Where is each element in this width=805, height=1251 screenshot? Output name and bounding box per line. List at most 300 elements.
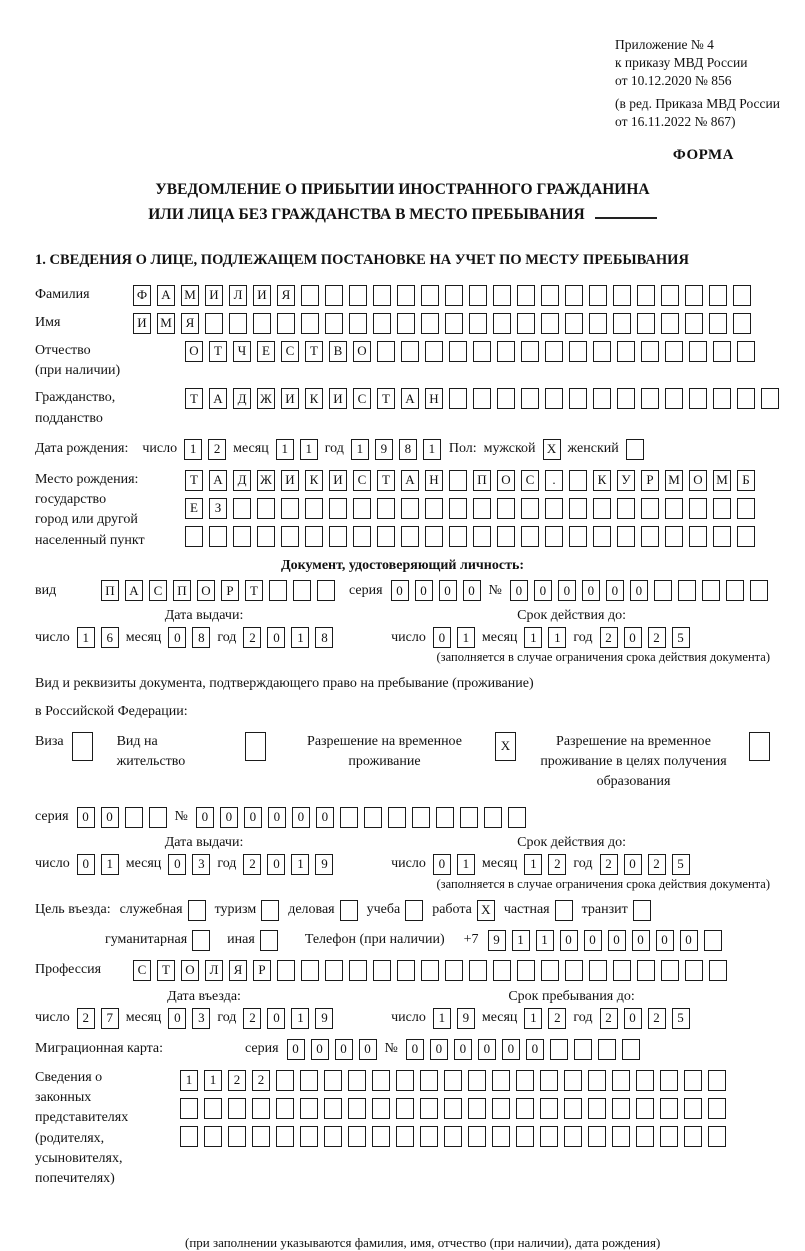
char-cell: 0 bbox=[624, 854, 642, 875]
header-line: к приказу МВД России bbox=[615, 54, 748, 70]
purpose-business-checkbox bbox=[340, 900, 358, 921]
char-cell: О bbox=[353, 341, 371, 362]
char-cell bbox=[541, 313, 559, 334]
purpose-option-label: гуманитарная bbox=[105, 932, 188, 948]
char-cell bbox=[636, 1070, 654, 1091]
char-cell: 0 bbox=[582, 580, 600, 601]
char-cell bbox=[205, 313, 223, 334]
char-cell bbox=[617, 498, 635, 519]
char-cell bbox=[733, 285, 751, 306]
char-cell bbox=[445, 285, 463, 306]
char-cell bbox=[589, 960, 607, 981]
patronymic-cells bbox=[185, 341, 755, 362]
sex-male-label: мужской bbox=[483, 441, 536, 457]
residence-series-cells bbox=[77, 807, 167, 828]
char-cell bbox=[636, 1126, 654, 1147]
purpose-private-checkbox bbox=[555, 900, 573, 921]
char-cell bbox=[188, 900, 206, 921]
birth-day-cells bbox=[184, 439, 226, 460]
visa-checkbox bbox=[72, 732, 93, 761]
char-cell bbox=[684, 1098, 702, 1119]
char-cell bbox=[421, 960, 439, 981]
residence-doc-line1: Вид и реквизиты документа, подтверждающего право на пребывание (проживание) bbox=[35, 676, 534, 692]
char-cell bbox=[492, 1098, 510, 1119]
char-cell bbox=[125, 807, 143, 828]
char-cell bbox=[180, 1126, 198, 1147]
char-cell: Н bbox=[425, 470, 443, 491]
char-cell: 1 bbox=[291, 1008, 309, 1029]
char-cell bbox=[612, 1126, 630, 1147]
char-cell: 0 bbox=[391, 580, 409, 601]
char-cell: 7 bbox=[101, 1008, 119, 1029]
char-cell: У bbox=[617, 470, 635, 491]
char-cell bbox=[574, 1039, 592, 1060]
birthplace-sublabel: город или другой bbox=[35, 512, 138, 528]
char-cell: 2 bbox=[243, 1008, 261, 1029]
char-cell bbox=[545, 388, 563, 409]
char-cell: С bbox=[353, 470, 371, 491]
citizenship-label: Гражданство, bbox=[35, 390, 116, 406]
char-cell bbox=[761, 388, 779, 409]
char-cell: 0 bbox=[510, 580, 528, 601]
char-cell bbox=[588, 1098, 606, 1119]
char-cell bbox=[449, 388, 467, 409]
char-cell bbox=[348, 1070, 366, 1091]
char-cell: 0 bbox=[406, 1039, 424, 1060]
char-cell: И bbox=[133, 313, 151, 334]
char-cell bbox=[293, 580, 311, 601]
char-cell bbox=[637, 313, 655, 334]
char-cell: 0 bbox=[624, 1008, 642, 1029]
char-cell: С bbox=[133, 960, 151, 981]
char-cell bbox=[633, 900, 651, 921]
char-cell: А bbox=[401, 388, 419, 409]
char-cell: Ж bbox=[257, 470, 275, 491]
expiry-date-heading: Срок действия до: bbox=[517, 608, 626, 624]
char-cell bbox=[622, 1039, 640, 1060]
purpose-option-label: частная bbox=[503, 902, 550, 918]
doc-series-label: серия bbox=[349, 582, 383, 598]
char-cell bbox=[444, 1098, 462, 1119]
title-blank-underline bbox=[595, 203, 657, 219]
purpose-option-label: учеба bbox=[366, 902, 401, 918]
char-cell: 0 bbox=[101, 807, 119, 828]
char-cell bbox=[396, 1126, 414, 1147]
char-cell bbox=[704, 930, 722, 951]
form-title-line1: УВЕДОМЛЕНИЕ О ПРИБЫТИИ ИНОСТРАННОГО ГРАЖДАНИНА bbox=[155, 181, 650, 199]
char-cell bbox=[521, 388, 539, 409]
residence-issue-month-cells bbox=[168, 854, 210, 875]
char-cell bbox=[396, 1098, 414, 1119]
char-cell bbox=[612, 1098, 630, 1119]
char-cell bbox=[593, 388, 611, 409]
patronymic-row bbox=[35, 341, 770, 382]
purpose-option-label: туризм bbox=[214, 902, 257, 918]
migration-series-cells bbox=[287, 1039, 377, 1060]
char-cell bbox=[449, 341, 467, 362]
char-cell bbox=[516, 1126, 534, 1147]
year-label: год bbox=[573, 629, 593, 645]
year-label: год bbox=[217, 856, 237, 872]
char-cell bbox=[209, 526, 227, 547]
char-cell: 0 bbox=[624, 627, 642, 648]
char-cell bbox=[396, 1070, 414, 1091]
char-cell: О bbox=[497, 470, 515, 491]
char-cell bbox=[685, 313, 703, 334]
issue-date-heading: Дата выдачи: bbox=[164, 608, 244, 624]
char-cell bbox=[708, 1098, 726, 1119]
char-cell bbox=[469, 285, 487, 306]
char-cell bbox=[613, 313, 631, 334]
char-cell: И bbox=[329, 470, 347, 491]
char-cell: 1 bbox=[291, 627, 309, 648]
char-cell: А bbox=[209, 388, 227, 409]
purpose-other-checkbox bbox=[260, 930, 278, 951]
doc-kind-label: вид bbox=[35, 582, 57, 598]
char-cell bbox=[421, 285, 439, 306]
char-cell bbox=[492, 1070, 510, 1091]
profession-label: Профессия bbox=[35, 961, 102, 977]
char-cell: 0 bbox=[77, 854, 95, 875]
char-cell: К bbox=[593, 470, 611, 491]
char-cell bbox=[473, 498, 491, 519]
char-cell: И bbox=[329, 388, 347, 409]
char-cell: 1 bbox=[291, 854, 309, 875]
year-label: год bbox=[324, 441, 344, 457]
residence-issue-day-cells bbox=[77, 854, 119, 875]
day-label: число bbox=[35, 629, 70, 645]
char-cell: 1 bbox=[524, 854, 542, 875]
purpose-option-label: служебная bbox=[119, 902, 183, 918]
char-cell: 0 bbox=[656, 930, 674, 951]
char-cell bbox=[305, 526, 323, 547]
char-cell bbox=[277, 960, 295, 981]
profession-cells bbox=[133, 960, 727, 981]
char-cell bbox=[353, 498, 371, 519]
char-cell: И bbox=[281, 388, 299, 409]
char-cell bbox=[436, 807, 454, 828]
char-cell: 1 bbox=[101, 854, 119, 875]
char-cell: 0 bbox=[168, 627, 186, 648]
char-cell bbox=[300, 1126, 318, 1147]
char-cell: 0 bbox=[267, 1008, 285, 1029]
char-cell: А bbox=[401, 470, 419, 491]
char-cell bbox=[569, 498, 587, 519]
char-cell bbox=[689, 341, 707, 362]
char-cell bbox=[373, 313, 391, 334]
char-cell: 9 bbox=[315, 854, 333, 875]
char-cell bbox=[377, 526, 395, 547]
char-cell: О bbox=[185, 341, 203, 362]
char-cell bbox=[349, 960, 367, 981]
migration-card-label: Миграционная карта: bbox=[35, 1041, 164, 1057]
char-cell bbox=[301, 960, 319, 981]
char-cell: 1 bbox=[457, 854, 475, 875]
birth-month-cells bbox=[276, 439, 318, 460]
char-cell: 2 bbox=[228, 1070, 246, 1091]
char-cell bbox=[689, 388, 707, 409]
char-cell: 1 bbox=[457, 627, 475, 648]
char-cell bbox=[301, 313, 319, 334]
char-cell: 1 bbox=[536, 930, 554, 951]
char-cell bbox=[517, 960, 535, 981]
char-cell: 2 bbox=[208, 439, 226, 460]
entry-stay-dates bbox=[35, 989, 770, 1029]
char-cell bbox=[708, 1126, 726, 1147]
number-label: № bbox=[174, 809, 188, 825]
char-cell bbox=[348, 1126, 366, 1147]
stay-day-cells bbox=[433, 1008, 475, 1029]
char-cell: В bbox=[329, 341, 347, 362]
representatives-label: представителях bbox=[35, 1110, 129, 1126]
char-cell: Е bbox=[185, 498, 203, 519]
birthplace-cells-row2 bbox=[185, 498, 755, 519]
char-cell bbox=[709, 960, 727, 981]
char-cell bbox=[678, 580, 696, 601]
char-cell bbox=[593, 341, 611, 362]
char-cell: 2 bbox=[648, 1008, 666, 1029]
purpose-row1 bbox=[35, 900, 770, 921]
char-cell: 1 bbox=[204, 1070, 222, 1091]
char-cell bbox=[665, 526, 683, 547]
char-cell bbox=[689, 498, 707, 519]
stay-month-cells bbox=[524, 1008, 566, 1029]
month-label: месяц bbox=[233, 441, 269, 457]
char-cell bbox=[733, 313, 751, 334]
char-cell: Л bbox=[205, 960, 223, 981]
residence-expiry-year-cells bbox=[600, 854, 690, 875]
char-cell bbox=[252, 1098, 270, 1119]
char-cell bbox=[541, 285, 559, 306]
char-cell: С bbox=[353, 388, 371, 409]
char-cell bbox=[617, 526, 635, 547]
char-cell bbox=[497, 388, 515, 409]
char-cell: 2 bbox=[252, 1070, 270, 1091]
representatives-label: законных bbox=[35, 1090, 92, 1105]
char-cell: 0 bbox=[335, 1039, 353, 1060]
citizenship-row bbox=[35, 388, 770, 429]
purpose-label: Цель въезда: bbox=[35, 902, 111, 918]
char-cell: Н bbox=[425, 388, 443, 409]
sex-female-label: женский bbox=[567, 441, 619, 457]
char-cell bbox=[397, 960, 415, 981]
purpose-transit-checkbox bbox=[633, 900, 651, 921]
char-cell bbox=[468, 1098, 486, 1119]
month-label: месяц bbox=[481, 1010, 518, 1026]
char-cell bbox=[661, 313, 679, 334]
char-cell bbox=[569, 470, 587, 491]
month-label: месяц bbox=[481, 856, 518, 872]
char-cell: 2 bbox=[600, 1008, 618, 1029]
char-cell bbox=[449, 526, 467, 547]
birthdate-row bbox=[35, 439, 770, 460]
phone-label: Телефон (при наличии) bbox=[304, 932, 445, 948]
representatives-label: (родителях, bbox=[35, 1130, 105, 1146]
expiry-year-cells bbox=[600, 627, 690, 648]
char-cell bbox=[737, 388, 755, 409]
doc-series-cells bbox=[391, 580, 481, 601]
residence-issue-year-cells bbox=[243, 854, 333, 875]
doc-number-label: № bbox=[488, 582, 502, 598]
char-cell bbox=[588, 1126, 606, 1147]
char-cell bbox=[749, 732, 770, 761]
birthplace-sublabel: государство bbox=[35, 492, 107, 508]
char-cell: 9 bbox=[315, 1008, 333, 1029]
citizenship-sublabel: подданство bbox=[35, 410, 103, 426]
entry-date-heading: Дата въезда: bbox=[167, 988, 241, 1004]
char-cell: 8 bbox=[315, 627, 333, 648]
char-cell: 9 bbox=[457, 1008, 475, 1029]
char-cell bbox=[617, 388, 635, 409]
char-cell: М bbox=[157, 313, 175, 334]
char-cell bbox=[492, 1126, 510, 1147]
residence-expiry-day-cells bbox=[433, 854, 475, 875]
temp-residence-education-checkbox bbox=[749, 732, 770, 761]
char-cell: Т bbox=[245, 580, 263, 601]
char-cell bbox=[405, 900, 423, 921]
forma-label: ФОРМА bbox=[672, 147, 734, 164]
representatives-label: усыновителях, bbox=[35, 1150, 123, 1166]
char-cell bbox=[641, 388, 659, 409]
expiry-date-heading: Срок действия до: bbox=[517, 834, 626, 850]
issue-year-cells bbox=[243, 627, 333, 648]
patronymic-sublabel: (при наличии) bbox=[35, 362, 121, 378]
char-cell bbox=[300, 1098, 318, 1119]
char-cell bbox=[300, 1070, 318, 1091]
char-cell: 3 bbox=[192, 1008, 210, 1029]
char-cell: Д bbox=[233, 470, 251, 491]
char-cell: М bbox=[181, 285, 199, 306]
char-cell: 2 bbox=[548, 854, 566, 875]
char-cell bbox=[281, 526, 299, 547]
char-cell bbox=[613, 285, 631, 306]
char-cell: 0 bbox=[433, 854, 451, 875]
char-cell bbox=[637, 960, 655, 981]
representatives-note: (при заполнении указываются фамилия, имя, отчество (при наличии), дата рождения) bbox=[185, 1235, 661, 1251]
char-cell bbox=[388, 807, 406, 828]
char-cell bbox=[685, 285, 703, 306]
char-cell: 0 bbox=[680, 930, 698, 951]
series-label: серия bbox=[35, 809, 69, 825]
char-cell bbox=[473, 526, 491, 547]
char-cell: 9 bbox=[488, 930, 506, 951]
char-cell bbox=[564, 1070, 582, 1091]
char-cell: 8 bbox=[192, 627, 210, 648]
char-cell: А bbox=[125, 580, 143, 601]
representatives-row bbox=[35, 1068, 770, 1190]
char-cell bbox=[493, 285, 511, 306]
char-cell bbox=[276, 1126, 294, 1147]
char-cell bbox=[469, 313, 487, 334]
char-cell: 0 bbox=[454, 1039, 472, 1060]
char-cell bbox=[349, 285, 367, 306]
char-cell bbox=[317, 580, 335, 601]
char-cell bbox=[713, 526, 731, 547]
header-line: от 16.11.2022 № 867) bbox=[615, 114, 736, 130]
char-cell: 1 bbox=[351, 439, 369, 460]
representatives-label: Сведения о bbox=[35, 1069, 103, 1085]
char-cell: Б bbox=[737, 470, 755, 491]
char-cell bbox=[192, 930, 210, 951]
char-cell: 2 bbox=[600, 854, 618, 875]
char-cell bbox=[565, 960, 583, 981]
char-cell bbox=[516, 1070, 534, 1091]
givenname-row bbox=[35, 313, 770, 334]
char-cell: 0 bbox=[526, 1039, 544, 1060]
char-cell bbox=[750, 580, 768, 601]
residence-permit-checkbox bbox=[245, 732, 266, 761]
char-cell: 2 bbox=[243, 627, 261, 648]
purpose-option-label: работа bbox=[432, 902, 472, 918]
char-cell bbox=[713, 498, 731, 519]
char-cell: П bbox=[473, 470, 491, 491]
char-cell bbox=[564, 1098, 582, 1119]
representatives-cells-row2 bbox=[180, 1098, 726, 1119]
char-cell: 2 bbox=[648, 854, 666, 875]
char-cell: 0 bbox=[415, 580, 433, 601]
char-cell: П bbox=[101, 580, 119, 601]
char-cell bbox=[540, 1126, 558, 1147]
char-cell: Ж bbox=[257, 388, 275, 409]
char-cell: Р bbox=[641, 470, 659, 491]
char-cell: 1 bbox=[77, 627, 95, 648]
day-label: число bbox=[391, 856, 426, 872]
entry-month-cells bbox=[168, 1008, 210, 1029]
char-cell: X bbox=[477, 900, 495, 921]
char-cell bbox=[325, 285, 343, 306]
identity-doc-dates bbox=[35, 608, 770, 648]
char-cell bbox=[660, 1126, 678, 1147]
char-cell bbox=[445, 313, 463, 334]
char-cell bbox=[565, 313, 583, 334]
char-cell: А bbox=[209, 470, 227, 491]
char-cell bbox=[329, 498, 347, 519]
visa-option-label: Виза bbox=[35, 733, 64, 749]
char-cell: 0 bbox=[168, 854, 186, 875]
residence-options-row bbox=[35, 732, 770, 793]
residence-expiry-month-cells bbox=[524, 854, 566, 875]
char-cell: 0 bbox=[268, 807, 286, 828]
char-cell bbox=[449, 470, 467, 491]
char-cell: 6 bbox=[101, 627, 119, 648]
char-cell bbox=[401, 498, 419, 519]
form-title bbox=[35, 178, 770, 228]
char-cell bbox=[636, 1098, 654, 1119]
char-cell: Т bbox=[305, 341, 323, 362]
surname-cells bbox=[133, 285, 751, 306]
char-cell bbox=[689, 526, 707, 547]
char-cell bbox=[420, 1070, 438, 1091]
char-cell: 0 bbox=[502, 1039, 520, 1060]
char-cell bbox=[324, 1098, 342, 1119]
char-cell bbox=[709, 285, 727, 306]
char-cell bbox=[660, 1098, 678, 1119]
header-line: Приложение № 4 bbox=[615, 37, 714, 52]
header-line: от 10.12.2020 № 856 bbox=[615, 72, 732, 88]
char-cell: X bbox=[495, 732, 516, 761]
givenname-cells bbox=[133, 313, 751, 334]
char-cell bbox=[473, 388, 491, 409]
char-cell bbox=[473, 341, 491, 362]
char-cell bbox=[468, 1126, 486, 1147]
char-cell bbox=[276, 1098, 294, 1119]
char-cell: Т bbox=[185, 388, 203, 409]
char-cell bbox=[397, 285, 415, 306]
year-label: год bbox=[573, 856, 593, 872]
representatives-cells-row1 bbox=[180, 1070, 726, 1091]
char-cell: П bbox=[173, 580, 191, 601]
char-cell: 0 bbox=[244, 807, 262, 828]
